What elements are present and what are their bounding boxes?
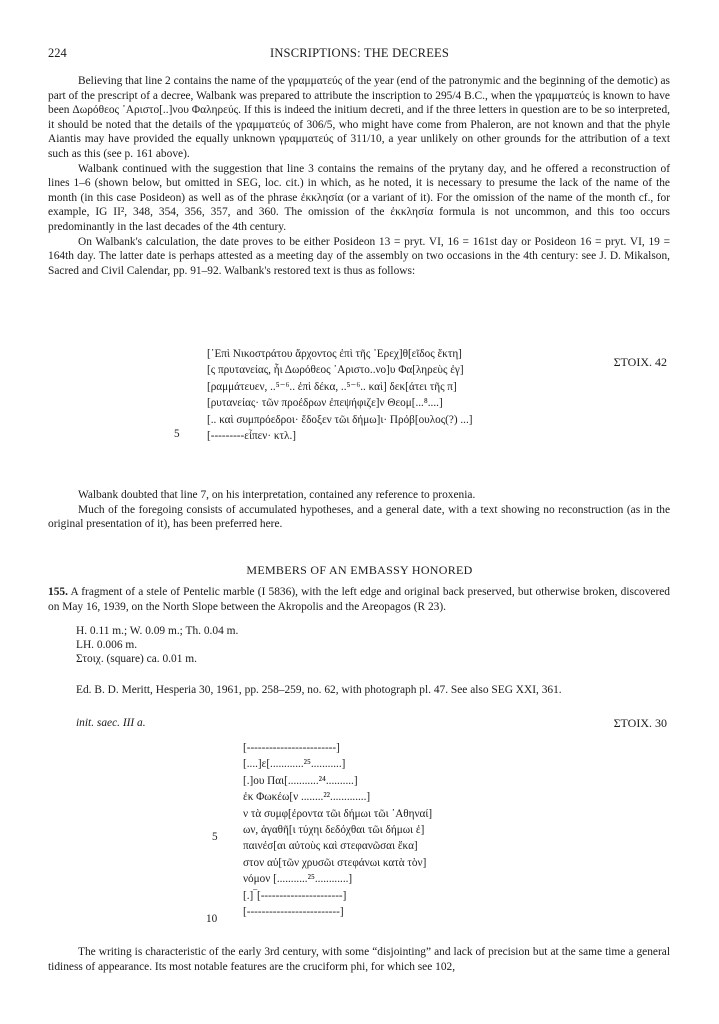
- text-line: νόμον [...........²⁵............]: [243, 873, 353, 886]
- section-title: MEMBERS OF AN EMBASSY HONORED: [246, 563, 473, 577]
- paragraph-3: On Walbank's calculation, the date proves to be either Posideon 13 = pryt. VI, 16 = 161st day or Posideon 16 = pryt. VI, 19 = 164th day. The latter date is perhaps attested as a meeting day of the assembly on two occasions in the 4th century: see J. D. Mikalson, Sacred and Civil Calendar, pp. 91–92. Walbank's restored text is thus as follows:: [48, 235, 670, 277]
- text-line: [.. καὶ συμπρόεδροι· ἔδοξεν τῶι δήμω]ι· Πρόβ[ουλος(?) ...]: [207, 413, 473, 426]
- line-number-5b: 5: [212, 831, 218, 843]
- date: init. saec. III a.: [76, 717, 146, 729]
- text-line: ων, ἀγαθῆ[ι τύχηι δεδόχθαι τῶι δήμωι ἐ]: [243, 824, 425, 836]
- stoichedon-label-1: ΣΤΟΙΧ. 42: [613, 355, 667, 369]
- text-line: [᾽Επὶ Νικοστράτου ἄρχοντος ἐπὶ τῆς ᾽Ερεχ]θ[εῖδος ἕκτη]: [207, 348, 462, 360]
- paragraph-1: Believing that line 2 contains the name of the γραμματεύς of the year (end of the patronymic and the beginning of the demotic) as part of the prescript of a decree, Walbank was prepared to attribute the inscription to 295/4 B.C., when the γραμματεύς is known to have been Δωρόθεος ᾽Αριστο[..]νου Φαληρεύς. If this is indeed the initium decreti, and if the three letters in question are to be so interpreted, it should be noted that the details of the γραμματεύς of 306/5, who might have come from Phaleron, are not known and that the phyle Aiantis may have provided the equally unknown γραμματεύς of 311/10, a year unlikely on other grounds for the attribution of a text such as this (see p. 161 above).: [48, 75, 670, 160]
- edition: Ed. B. D. Meritt, Hesperia 30, 1961, pp. 258–259, no. 62, with photograph pl. 47. See also SEG XXI, 361.: [76, 684, 562, 696]
- stoichedon-label-2: ΣΤΟΙΧ. 30: [613, 716, 667, 730]
- text-line: [ς πρυτανείας, ἧι Δωρόθεος ᾽Αριστο..νο]υ Φα[ληρεὺς ἐγ]: [207, 364, 464, 377]
- entry-description: [48, 585, 670, 614]
- page-header: [48, 46, 671, 62]
- commentary-block-2: [48, 488, 670, 532]
- text-line: [---------εἶπεν· κτλ.]: [207, 430, 296, 442]
- entry-number: 155.: [48, 586, 68, 598]
- text-line: ἐκ Φωκέω[ν ........²².............]: [243, 791, 371, 804]
- text-line: [....]ε[............²⁵...........]: [243, 758, 346, 771]
- text-line: [ρυτανείας· τῶν προέδρων ἐπεψήφιζε]ν Θεομ[...⁸....]: [207, 397, 443, 410]
- text-line: [.]ου Παι[...........²⁴..........]: [243, 774, 358, 787]
- text-line: [------------------------]: [243, 742, 340, 754]
- text-line: [-------------------------]: [243, 906, 344, 918]
- paragraph-2: Walbank continued with the suggestion that line 3 contains the remains of the prytany day, and he offered a reconstruction of lines 1–6 (shown below, but omitted in SEG, loc. cit.) in which, as he noted, it is necessary to presume the lack of the name of the month (in this case Posideon) as well as of the phrase ἐκκλησία (or a variant of it). For the omission of the name of the month cf., for example, IG II², 348, 354, 356, 357, and 360. The omission of the ἐκκλησία formula is not uncommon, and this too occurs predominantly in the last decades of the 4th century.: [48, 162, 670, 233]
- text-line: [.]‾[----------------------]: [243, 889, 347, 902]
- physical-data: [76, 624, 238, 667]
- stoich-measure: Στοιχ. (square) ca. 0.01 m.: [76, 653, 197, 666]
- text-line: [ραμμάτευεν, ..⁵⁻⁶.. ἐπὶ δέκα, ..⁵⁻⁶.. καὶ] δεκ[άτει τῆς π]: [207, 380, 457, 393]
- entry-text: A fragment of a stele of Pentelic marble (I 5836), with the left edge and original back preserved, but otherwise broken, discovered on May 16, 1939, on the North Slope between the Akropolis and the Areopagos (R 23).: [48, 586, 670, 613]
- text-line: ν τὰ συμφ[έροντα τῶι δήμωι τῶι ᾽Αθηναί]: [243, 807, 433, 820]
- paragraph-5: Much of the foregoing consists of accumulated hypotheses, and a general date, with a text showing no reconstruction (as in the original presentation of it), has been preferred here.: [48, 503, 670, 531]
- line-number-5: 5: [174, 428, 180, 440]
- text-line: στον αὐ[τῶν χρυσῶι στεφάνωι κατὰ τὸν]: [243, 856, 427, 869]
- running-head: INSCRIPTIONS: THE DECREES: [269, 46, 450, 60]
- commentary-block: [48, 74, 670, 278]
- commentary-block-3: [48, 945, 670, 974]
- paragraph-6: The writing is characteristic of the early 3rd century, with some “disjointing” and lack of precision but at the same time a general tidiness of appearance. Its most notable features are the cruciform phi, for which see 102,: [48, 946, 670, 973]
- line-number-10: 10: [206, 913, 218, 925]
- paragraph-4: Walbank doubted that line 7, on his interpretation, contained any reference to proxenia.: [78, 489, 476, 501]
- letter-height: LH. 0.006 m.: [76, 639, 138, 652]
- text-line: παινέσ[αι αὐτοὺς καὶ στεφανῶσαι ἕκα]: [243, 840, 418, 853]
- dimensions: H. 0.11 m.; W. 0.09 m.; Th. 0.04 m.: [76, 625, 239, 637]
- page-number: 224: [48, 46, 67, 60]
